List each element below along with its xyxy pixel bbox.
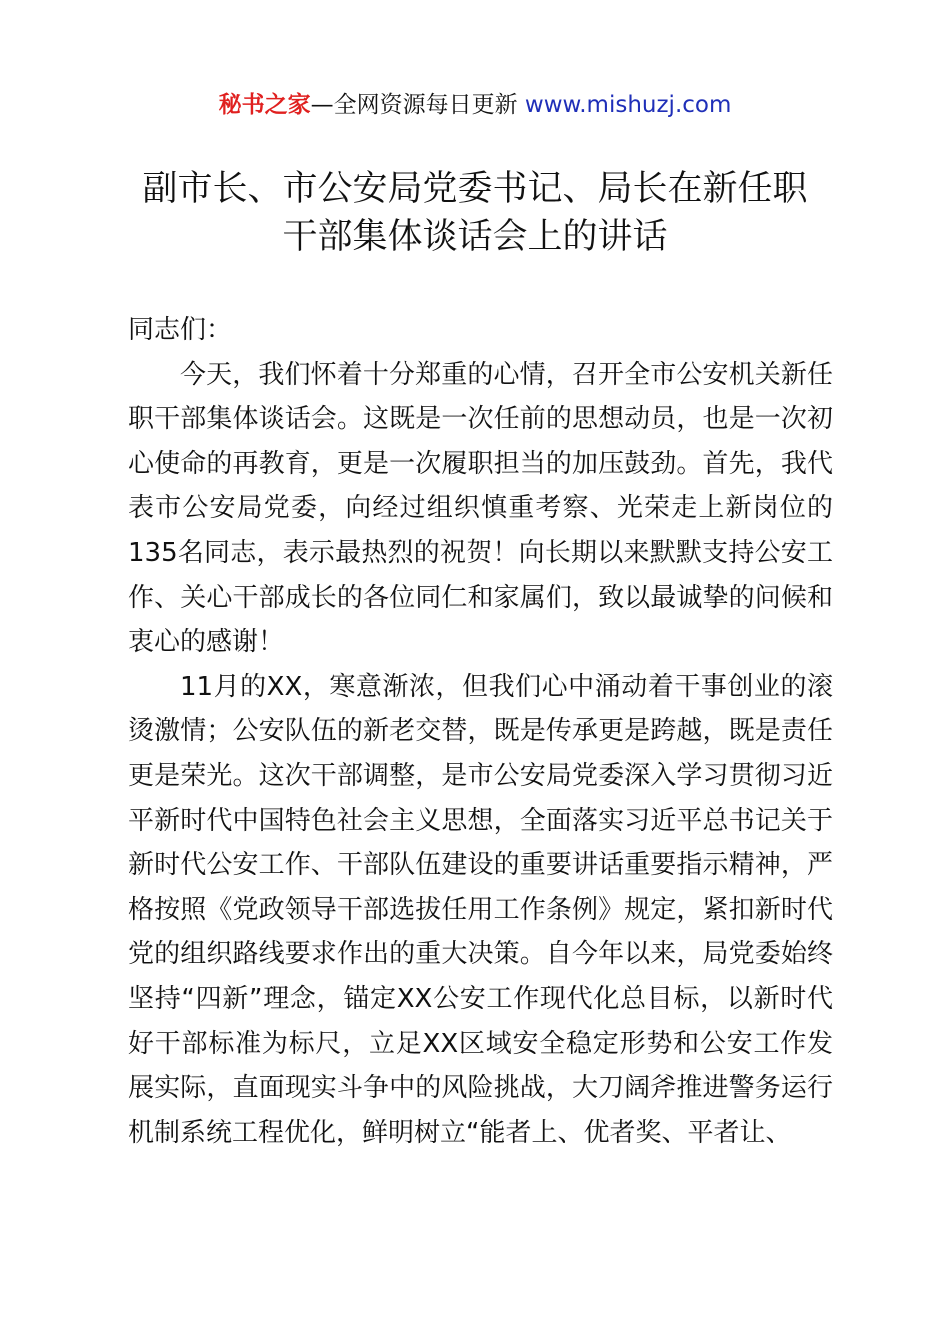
site-url-link[interactable]: www.mishuzj.com	[524, 92, 732, 118]
title-line-1: 副市长、市公安局党委书记、局长在新任职	[142, 169, 808, 209]
site-brand: 秘书之家	[218, 92, 311, 118]
paragraph-2: 11月的XX，寒意渐浓，但我们心中涌动着干事创业的滚烫激情；公安队伍的新老交替，既是传承更是跨越，既是责任更是荣光。这次干部调整，是市公安局党委深入学习贯彻习近平新时代中国特色社会主义思想，全面落实习近平总书记关于新时代公安工作、干部队伍建设的重要讲话重要指示精神，严格按照《党政领导干部选拔任用工作条例》规定，紧扣新时代党的组织路线要求作出的重大决策。自今年以来，局党委始终坚持“四新”理念，锚定XX公安工作现代化总目标，以新时代好干部标准为标尺，立足XX区域安全稳定形势和公安工作发展实际，直面现实斗争中的风险挑战，大刀阔斧推进警务运行机制系统工程优化，鲜明树立“能者上、优者奖、平者让、	[128, 671, 833, 1148]
document-title	[0, 165, 950, 261]
site-tagline: —全网资源每日更新	[310, 92, 518, 118]
title-line-2: 干部集体谈话会上的讲话	[282, 217, 668, 257]
paragraph-1: 今天，我们怀着十分郑重的心情，召开全市公安机关新任职干部集体谈话会。这既是一次任前的思想动员，也是一次初心使命的再教育，更是一次履职担当的加压鼓劲。首先，我代表市公安局党委，向经过组织慎重考察、光荣走上新岗位的135名同志，表示最热烈的祝贺！向长期以来默默支持公安工作、关心干部成长的各位同仁和家属们，致以最诚挚的问候和衷心的感谢！	[128, 359, 833, 658]
document-body	[128, 308, 833, 1155]
site-header	[0, 88, 950, 122]
salutation: 同志们：	[128, 315, 233, 345]
